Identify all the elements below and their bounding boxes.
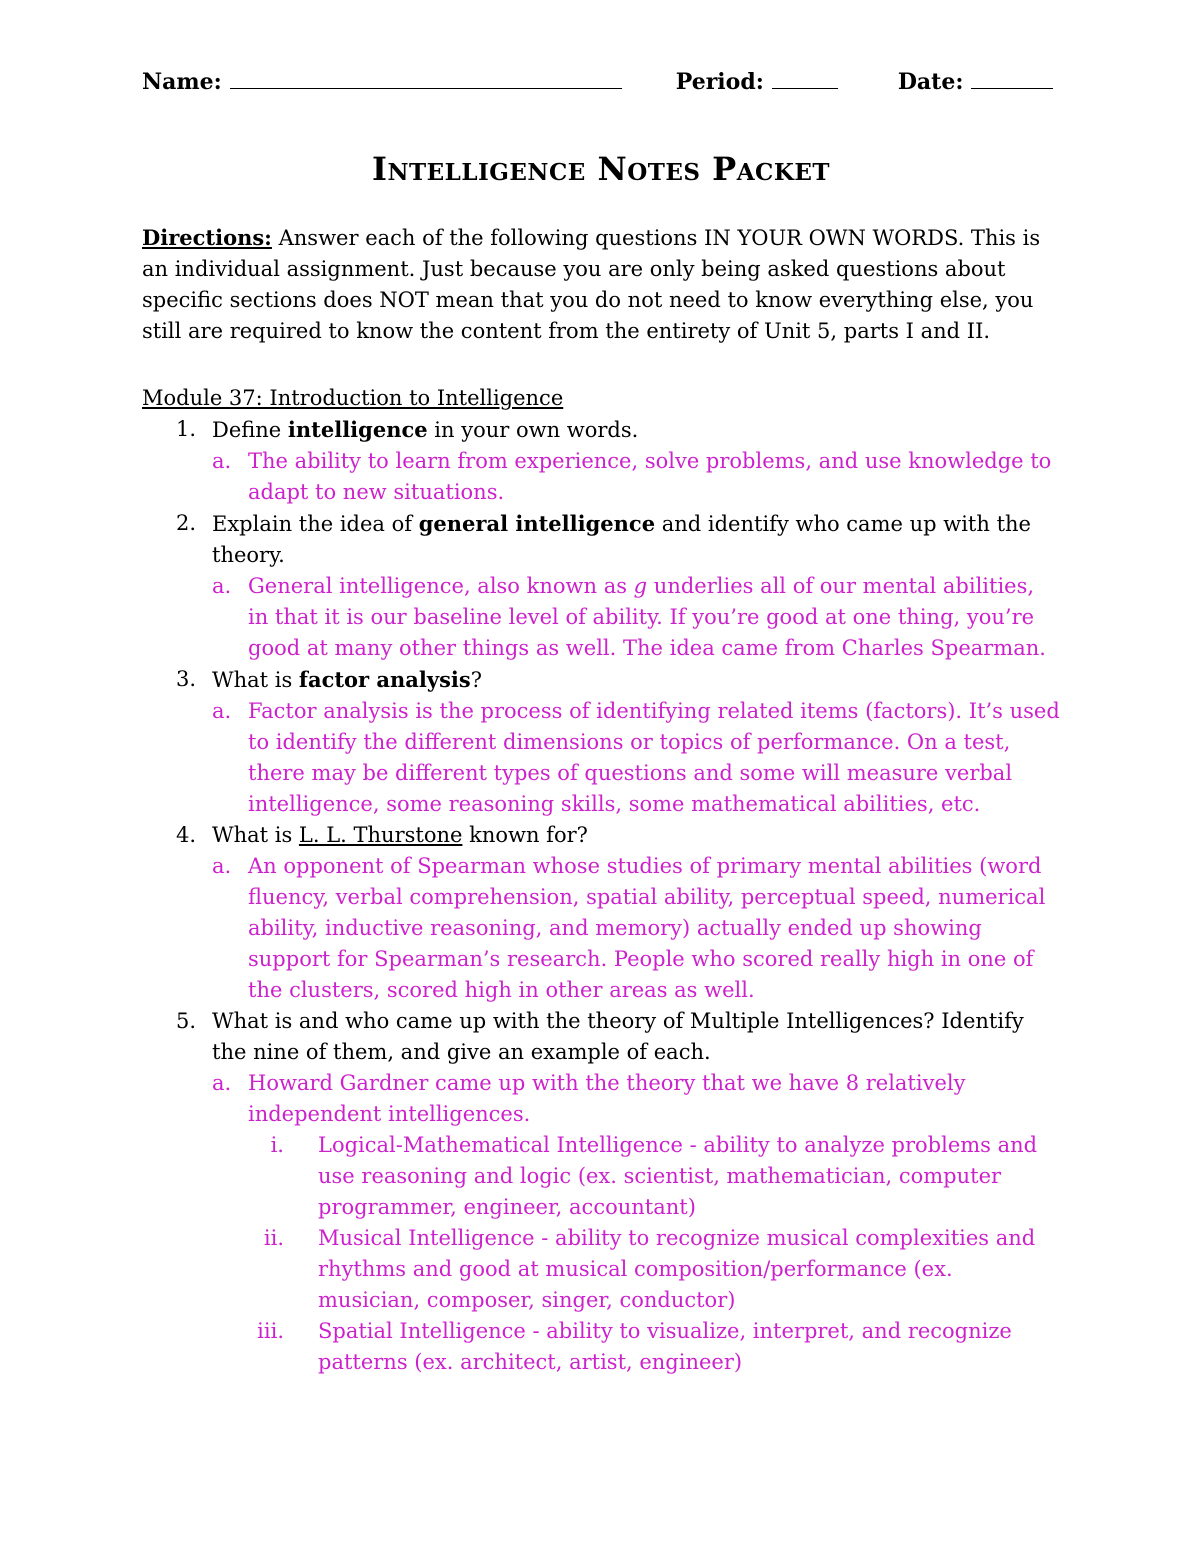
header-fields — [142, 68, 1060, 102]
question-3: 3. What is factor analysis? — [176, 667, 482, 692]
name-blank — [230, 68, 622, 89]
module-heading: Module 37: Introduction to Intelligence — [142, 386, 564, 410]
question-1: 1. Define intelligence in your own words. — [176, 417, 639, 442]
period-label: Period: — [675, 69, 764, 95]
sub-answer-2: ii. Musical Intelligence - ability to recognize musical complexities and rhythms and good at musical composition/performance (ex. musician, composer, singer, conductor) — [263, 1226, 1036, 1312]
directions-paragraph — [142, 222, 1060, 347]
name-label: Name: — [142, 69, 222, 95]
sub-answer-3: iii. Spatial Intelligence - ability to visualize, interpret, and recognize patterns (ex. architect, artist, engineer) — [257, 1319, 1012, 1374]
answer-5: a. Howard Gardner came up with the theory that we have 8 relatively independent intelligences. — [212, 1071, 966, 1126]
page-title: INTELLIGENCE NOTES PACKET — [372, 150, 830, 188]
question-4: 4. What is L. L. Thurstone known for? — [176, 823, 588, 847]
question-5: 5. What is and who came up with the theory of Multiple Intelligences? Identify the nine of them, and give an example of each. — [176, 1009, 1024, 1064]
answer-3: a. Factor analysis is the process of identifying related items (factors). It’s used to identify the different dimensions or topics of performance. On a test, there may be different types of questions and some will measure verbal intelligence, some reasoning skills, some mathematical abilities, etc. — [212, 699, 1060, 816]
answer-1: a. The ability to learn from experience, solve problems, and use knowledge to adapt to new situations. — [212, 449, 1052, 504]
question-2: 2. Explain the idea of general intelligence and identify who came up with the theory. — [176, 511, 1031, 567]
answer-2: a. General intelligence, also known as g underlies all of our mental abilities, in that it is our baseline level of ability. If you’re good at one thing, you’re good at many other things as well. The idea came from Charles Spearman. — [212, 574, 1046, 660]
directions-label: Directions: — [142, 225, 272, 250]
sub-answer-1: i. Logical-Mathematical Intelligence - ability to analyze problems and use reasoning and logic (ex. scientist, mathematician, computer programmer, engineer, accountant) — [270, 1133, 1038, 1219]
date-label: Date: — [897, 69, 964, 95]
directions-text: Answer each of the following questions IN YOUR OWN WORDS. This is an individual assignment. Just because you are only being asked questions about specific sections does NOT mean that you do not need to know everything else, you still are required to know the content from the entirety of Unit 5, parts I and II. — [142, 226, 1041, 343]
date-blank — [971, 68, 1053, 89]
question-list — [142, 414, 1060, 1378]
period-blank — [772, 68, 838, 89]
answer-4: a. An opponent of Spearman whose studies of primary mental abilities (word fluency, verbal comprehension, spatial ability, perceptual speed, numerical ability, inductive reasoning, and memory) actually ended up showing support for Spearman’s research. People who scored really high in one of the clusters, scored high in other areas as well. — [212, 854, 1046, 1002]
